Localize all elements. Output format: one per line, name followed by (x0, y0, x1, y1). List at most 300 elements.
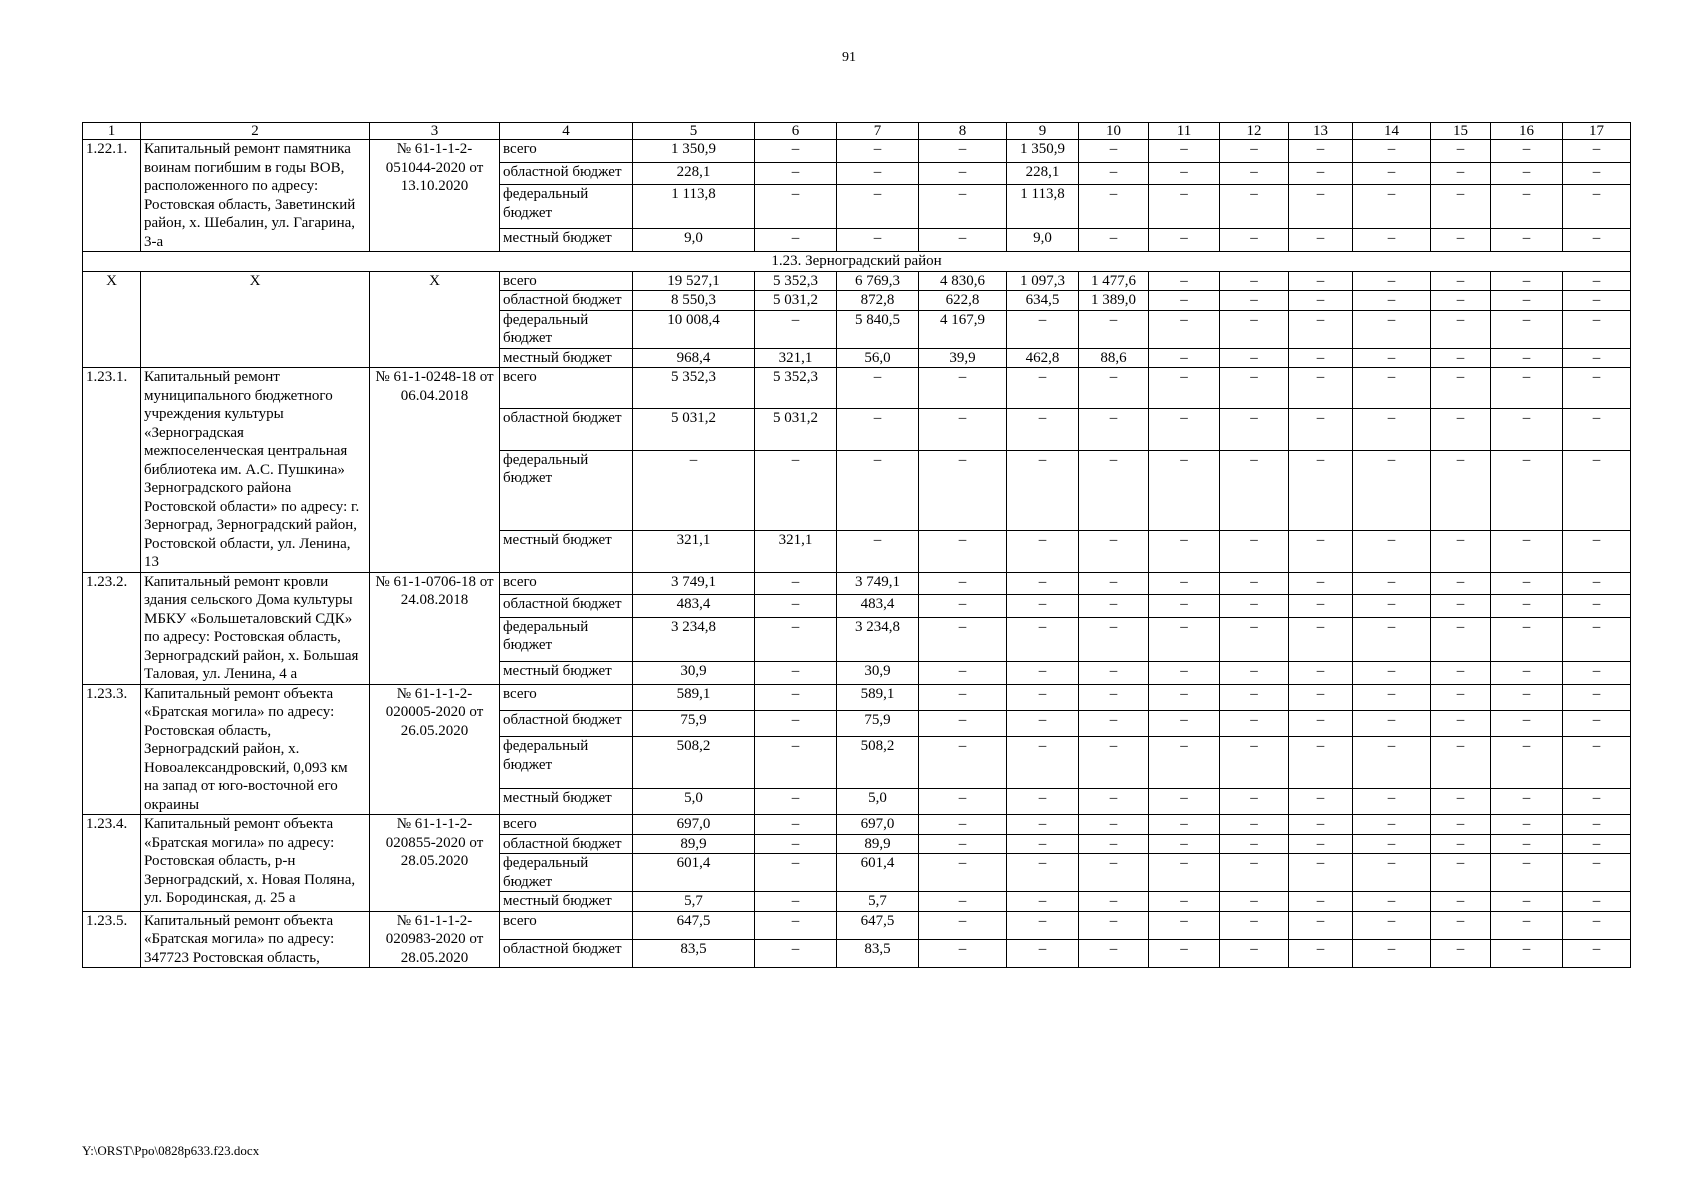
value-cell: – (1149, 661, 1220, 684)
value-cell: – (1220, 892, 1289, 912)
value-cell: – (1563, 939, 1631, 967)
value-cell: – (1220, 531, 1289, 572)
value-cell: – (1289, 572, 1353, 595)
value-cell: 3 234,8 (837, 617, 919, 661)
value-cell: – (1079, 162, 1149, 185)
value-cell: 1 097,3 (1007, 271, 1079, 291)
funding-source: областной бюджет (500, 595, 633, 618)
value-cell: – (1491, 595, 1563, 618)
value-cell: – (919, 684, 1007, 710)
value-cell: – (919, 710, 1007, 736)
value-cell: – (1289, 617, 1353, 661)
column-number: 2 (141, 123, 370, 140)
value-cell: – (1220, 310, 1289, 348)
value-cell: – (1431, 271, 1491, 291)
item-number: 1.22.1. (83, 140, 141, 252)
value-cell: – (1289, 368, 1353, 409)
value-cell: – (1220, 162, 1289, 185)
value-cell: – (1563, 661, 1631, 684)
column-number: 3 (370, 123, 500, 140)
value-cell: – (1491, 531, 1563, 572)
value-cell: – (1220, 572, 1289, 595)
value-cell: 5 352,3 (755, 271, 837, 291)
value-cell: 321,1 (755, 348, 837, 368)
funding-source: местный бюджет (500, 348, 633, 368)
value-cell: 5 352,3 (755, 368, 837, 409)
value-cell: 89,9 (633, 834, 755, 854)
value-cell: – (1149, 140, 1220, 163)
table-row (83, 368, 1631, 409)
value-cell: – (755, 140, 837, 163)
section-title: 1.23. Зерноградский район (83, 252, 1631, 272)
value-cell: 89,9 (837, 834, 919, 854)
value-cell: 601,4 (837, 854, 919, 892)
value-cell: – (919, 185, 1007, 229)
value-cell: – (1149, 310, 1220, 348)
value-cell: – (1289, 531, 1353, 572)
value-cell: – (1563, 368, 1631, 409)
value-cell: – (1353, 939, 1431, 967)
value-cell: – (1149, 572, 1220, 595)
value-cell: – (1431, 185, 1491, 229)
value-cell: – (1431, 834, 1491, 854)
value-cell: – (755, 162, 837, 185)
value-cell: – (1289, 737, 1353, 788)
value-cell: – (919, 229, 1007, 252)
value-cell: 3 749,1 (633, 572, 755, 595)
value-cell: – (1149, 595, 1220, 618)
value-cell: – (1491, 450, 1563, 531)
value-cell: – (1431, 310, 1491, 348)
value-cell: – (1079, 140, 1149, 163)
value-cell: – (1353, 595, 1431, 618)
value-cell: – (1353, 185, 1431, 229)
value-cell: – (1007, 854, 1079, 892)
value-cell: 634,5 (1007, 291, 1079, 311)
funding-source: всего (500, 140, 633, 163)
item-number: 1.23.4. (83, 815, 141, 912)
value-cell: 39,9 (919, 348, 1007, 368)
value-cell: – (1431, 788, 1491, 814)
value-cell: 75,9 (633, 710, 755, 736)
funding-source: областной бюджет (500, 409, 633, 450)
value-cell: – (1431, 450, 1491, 531)
value-cell: 75,9 (837, 710, 919, 736)
value-cell: – (919, 140, 1007, 163)
funding-source: федеральный бюджет (500, 737, 633, 788)
value-cell: – (837, 450, 919, 531)
value-cell: – (1289, 348, 1353, 368)
value-cell: – (919, 572, 1007, 595)
value-cell: – (1491, 162, 1563, 185)
value-cell: 19 527,1 (633, 271, 755, 291)
value-cell: 5,7 (837, 892, 919, 912)
value-cell: – (755, 737, 837, 788)
value-cell: 10 008,4 (633, 310, 755, 348)
value-cell: – (1491, 939, 1563, 967)
header-row (83, 123, 1631, 140)
value-cell: 483,4 (633, 595, 755, 618)
expertise-document: № 61-1-1-2-020983-2020 от 28.05.2020 (370, 911, 500, 968)
value-cell: 9,0 (1007, 229, 1079, 252)
value-cell: – (919, 162, 1007, 185)
value-cell: – (1220, 737, 1289, 788)
value-cell: – (837, 185, 919, 229)
value-cell: 6 769,3 (837, 271, 919, 291)
value-cell: – (1491, 229, 1563, 252)
value-cell: – (1079, 710, 1149, 736)
funding-source: местный бюджет (500, 531, 633, 572)
page-number: 91 (842, 50, 856, 65)
value-cell: – (1149, 684, 1220, 710)
value-cell: – (1563, 710, 1631, 736)
value-cell: – (755, 815, 837, 835)
item-name: Капитальный ремонт кровли здания сельского Дома культуры МБКУ «Большеталовский СДК» по адресу: Ростовская область, Зерноградский район, х. Большая Таловая, ул. Ленина, 4 а (141, 572, 370, 684)
item-name: Капитальный ремонт объекта «Братская могила» по адресу: 347723 Ростовская область, (141, 911, 370, 968)
value-cell: – (1289, 310, 1353, 348)
column-number: 5 (633, 123, 755, 140)
value-cell: – (1431, 572, 1491, 595)
value-cell: 228,1 (633, 162, 755, 185)
value-cell: 5 031,2 (755, 291, 837, 311)
value-cell: – (919, 531, 1007, 572)
value-cell: – (1431, 531, 1491, 572)
value-cell: – (1353, 854, 1431, 892)
column-number: 12 (1220, 123, 1289, 140)
value-cell: – (1563, 684, 1631, 710)
value-cell: – (1007, 617, 1079, 661)
value-cell: – (1007, 531, 1079, 572)
value-cell: – (1353, 684, 1431, 710)
value-cell: – (919, 854, 1007, 892)
value-cell: – (1220, 450, 1289, 531)
value-cell: – (1491, 617, 1563, 661)
value-cell: – (1289, 409, 1353, 450)
value-cell: – (755, 854, 837, 892)
value-cell: 508,2 (633, 737, 755, 788)
funding-source: федеральный бюджет (500, 185, 633, 229)
column-number: 17 (1563, 123, 1631, 140)
value-cell: 647,5 (633, 911, 755, 939)
value-cell: – (1491, 737, 1563, 788)
table-body (83, 123, 1631, 968)
value-cell: – (919, 911, 1007, 939)
value-cell: – (755, 661, 837, 684)
value-cell: – (755, 229, 837, 252)
value-cell: – (1491, 684, 1563, 710)
value-cell: – (1289, 939, 1353, 967)
expertise-document: № 61-1-0248-18 от 06.04.2018 (370, 368, 500, 573)
value-cell: – (1563, 911, 1631, 939)
value-cell: – (1491, 368, 1563, 409)
expertise-document: № 61-1-1-2-020855-2020 от 28.05.2020 (370, 815, 500, 912)
value-cell: – (1491, 710, 1563, 736)
value-cell: – (1289, 684, 1353, 710)
value-cell: – (1563, 892, 1631, 912)
value-cell: 483,4 (837, 595, 919, 618)
value-cell: – (1220, 229, 1289, 252)
value-cell: – (1220, 815, 1289, 835)
expertise-document: № 61-1-0706-18 от 24.08.2018 (370, 572, 500, 684)
value-cell: – (1007, 409, 1079, 450)
value-cell: – (1353, 892, 1431, 912)
value-cell: 1 477,6 (1079, 271, 1149, 291)
value-cell: – (1563, 834, 1631, 854)
funding-source: всего (500, 572, 633, 595)
value-cell: – (1431, 684, 1491, 710)
value-cell: – (1079, 185, 1149, 229)
column-number: 15 (1431, 123, 1491, 140)
value-cell: 56,0 (837, 348, 919, 368)
value-cell: – (1079, 892, 1149, 912)
value-cell: – (1079, 737, 1149, 788)
value-cell: – (1353, 140, 1431, 163)
value-cell: – (1220, 661, 1289, 684)
value-cell: – (1353, 368, 1431, 409)
section-row (83, 252, 1631, 272)
value-cell: 647,5 (837, 911, 919, 939)
column-number: 8 (919, 123, 1007, 140)
value-cell: – (1149, 368, 1220, 409)
table-row (83, 911, 1631, 939)
value-cell: – (1079, 661, 1149, 684)
value-cell: – (1079, 815, 1149, 835)
value-cell: – (1431, 368, 1491, 409)
value-cell: – (1563, 450, 1631, 531)
value-cell: – (919, 409, 1007, 450)
value-cell: – (1079, 531, 1149, 572)
value-cell: – (1563, 815, 1631, 835)
value-cell: – (1149, 348, 1220, 368)
value-cell: – (1491, 661, 1563, 684)
column-number: 9 (1007, 123, 1079, 140)
value-cell: – (1353, 348, 1431, 368)
value-cell: – (1149, 450, 1220, 531)
value-cell: – (1289, 185, 1353, 229)
value-cell: – (1563, 271, 1631, 291)
value-cell: – (1007, 368, 1079, 409)
funding-source: всего (500, 684, 633, 710)
value-cell: – (1353, 310, 1431, 348)
value-cell: – (1079, 834, 1149, 854)
value-cell: – (1353, 617, 1431, 661)
value-cell: – (1491, 185, 1563, 229)
value-cell: – (1491, 291, 1563, 311)
value-cell: 1 350,9 (1007, 140, 1079, 163)
value-cell: – (919, 939, 1007, 967)
value-cell: – (1431, 140, 1491, 163)
value-cell: – (1289, 815, 1353, 835)
value-cell: – (1563, 140, 1631, 163)
value-cell: – (1007, 661, 1079, 684)
value-cell: – (1007, 815, 1079, 835)
value-cell: – (1220, 595, 1289, 618)
value-cell: – (1220, 684, 1289, 710)
value-cell: – (1563, 409, 1631, 450)
value-cell: – (919, 737, 1007, 788)
value-cell: – (1149, 617, 1220, 661)
funding-source: местный бюджет (500, 788, 633, 814)
value-cell: – (755, 310, 837, 348)
item-number: 1.23.5. (83, 911, 141, 968)
value-cell: – (1353, 788, 1431, 814)
expertise-document: № 61-1-1-2-051044-2020 от 13.10.2020 (370, 140, 500, 252)
value-cell: – (1149, 271, 1220, 291)
value-cell: – (1491, 271, 1563, 291)
value-cell: – (1563, 572, 1631, 595)
value-cell: – (1353, 815, 1431, 835)
column-number: 4 (500, 123, 633, 140)
value-cell: – (1353, 409, 1431, 450)
value-cell: – (1289, 661, 1353, 684)
value-cell: – (1289, 291, 1353, 311)
value-cell: – (1353, 162, 1431, 185)
value-cell: 321,1 (755, 531, 837, 572)
value-cell: 8 550,3 (633, 291, 755, 311)
value-cell: – (1563, 310, 1631, 348)
value-cell: – (1431, 162, 1491, 185)
value-cell: – (1079, 450, 1149, 531)
value-cell: – (1007, 310, 1079, 348)
value-cell: – (1079, 684, 1149, 710)
table-row (83, 815, 1631, 835)
value-cell: – (1149, 531, 1220, 572)
value-cell: – (1220, 939, 1289, 967)
value-cell: – (1079, 939, 1149, 967)
funding-source: всего (500, 911, 633, 939)
value-cell: – (1491, 892, 1563, 912)
value-cell: – (1149, 939, 1220, 967)
funding-source: всего (500, 271, 633, 291)
value-cell: – (1563, 737, 1631, 788)
value-cell: – (1563, 229, 1631, 252)
value-cell: – (1431, 409, 1491, 450)
value-cell: 88,6 (1079, 348, 1149, 368)
value-cell: – (1353, 229, 1431, 252)
value-cell: 83,5 (633, 939, 755, 967)
value-cell: – (755, 450, 837, 531)
value-cell: – (1079, 368, 1149, 409)
value-cell: – (1149, 291, 1220, 311)
value-cell: – (1563, 788, 1631, 814)
value-cell: – (1353, 911, 1431, 939)
value-cell: 4 830,6 (919, 271, 1007, 291)
value-cell: – (1149, 815, 1220, 835)
value-cell: – (1491, 572, 1563, 595)
value-cell: – (837, 531, 919, 572)
value-cell: – (755, 572, 837, 595)
value-cell: – (1289, 229, 1353, 252)
value-cell: – (919, 661, 1007, 684)
table-row (83, 140, 1631, 163)
value-cell: – (1431, 815, 1491, 835)
value-cell: – (1289, 162, 1353, 185)
column-number: 16 (1491, 123, 1563, 140)
value-cell: – (1079, 409, 1149, 450)
item-number: 1.23.2. (83, 572, 141, 684)
column-number: 11 (1149, 123, 1220, 140)
value-cell: – (919, 450, 1007, 531)
column-number: 6 (755, 123, 837, 140)
value-cell: 3 234,8 (633, 617, 755, 661)
value-cell: – (755, 788, 837, 814)
value-cell: – (1491, 409, 1563, 450)
value-cell: – (1491, 310, 1563, 348)
value-cell: 5,0 (633, 788, 755, 814)
value-cell: – (1491, 854, 1563, 892)
value-cell: – (1079, 572, 1149, 595)
column-number: 7 (837, 123, 919, 140)
value-cell: – (1220, 788, 1289, 814)
value-cell: – (755, 595, 837, 618)
value-cell: – (1563, 595, 1631, 618)
value-cell: 5,7 (633, 892, 755, 912)
value-cell: 622,8 (919, 291, 1007, 311)
value-cell: 3 749,1 (837, 572, 919, 595)
item-name: Капитальный ремонт объекта «Братская могила» по адресу: Ростовская область, р-н Зерноградский, х. Новая Поляна, ул. Бородинская, д. 25 а (141, 815, 370, 912)
value-cell: – (1563, 348, 1631, 368)
funding-source: всего (500, 815, 633, 835)
value-cell: – (919, 788, 1007, 814)
funding-source: областной бюджет (500, 710, 633, 736)
column-number: 10 (1079, 123, 1149, 140)
value-cell: – (919, 368, 1007, 409)
value-cell: – (1149, 162, 1220, 185)
value-cell: – (1289, 892, 1353, 912)
value-cell: 9,0 (633, 229, 755, 252)
value-cell: – (1563, 291, 1631, 311)
value-cell: – (755, 892, 837, 912)
value-cell: 872,8 (837, 291, 919, 311)
value-cell: 1 113,8 (1007, 185, 1079, 229)
value-cell: – (1353, 531, 1431, 572)
value-cell: – (1007, 572, 1079, 595)
value-cell: – (1007, 450, 1079, 531)
value-cell: – (1563, 185, 1631, 229)
table-row (83, 572, 1631, 595)
value-cell: 462,8 (1007, 348, 1079, 368)
value-cell: – (1007, 788, 1079, 814)
funding-source: федеральный бюджет (500, 310, 633, 348)
value-cell: – (1353, 572, 1431, 595)
value-cell: – (755, 710, 837, 736)
value-cell: – (1431, 892, 1491, 912)
footer-file-path: Y:\ORST\Ppo\0828p633.f23.docx (82, 1143, 260, 1158)
value-cell: – (1149, 737, 1220, 788)
value-cell: 1 113,8 (633, 185, 755, 229)
value-cell: – (837, 229, 919, 252)
value-cell: – (919, 834, 1007, 854)
value-cell: – (1220, 854, 1289, 892)
value-cell: – (633, 450, 755, 531)
value-cell: – (1289, 854, 1353, 892)
value-cell: – (1149, 834, 1220, 854)
funding-source: местный бюджет (500, 661, 633, 684)
value-cell: – (1220, 834, 1289, 854)
value-cell: – (1007, 595, 1079, 618)
value-cell: – (1431, 229, 1491, 252)
value-cell: – (1431, 348, 1491, 368)
value-cell: 228,1 (1007, 162, 1079, 185)
value-cell: – (837, 409, 919, 450)
funding-source: федеральный бюджет (500, 450, 633, 531)
value-cell: 508,2 (837, 737, 919, 788)
value-cell: – (1353, 661, 1431, 684)
value-cell: – (1007, 911, 1079, 939)
value-cell: – (1491, 911, 1563, 939)
value-cell: – (1220, 368, 1289, 409)
funding-source: областной бюджет (500, 834, 633, 854)
